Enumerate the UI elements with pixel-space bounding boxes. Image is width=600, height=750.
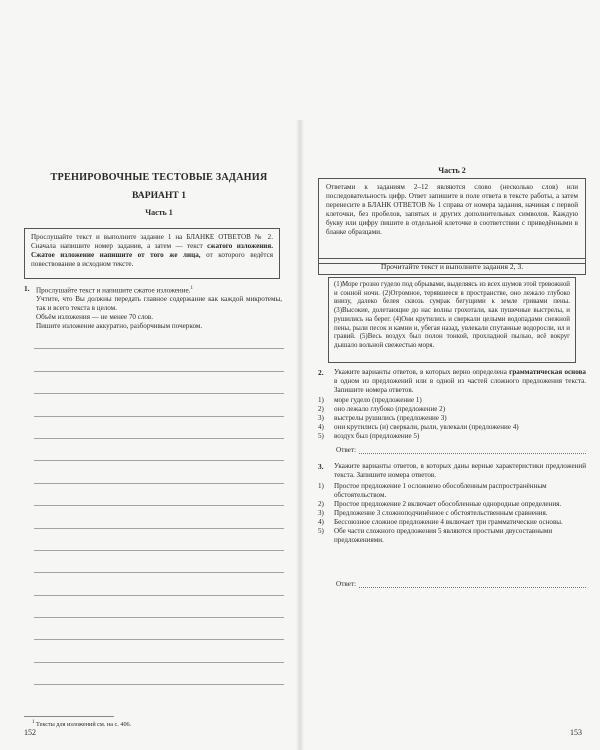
page-title: ТРЕНИРОВОЧНЫЕ ТЕСТОВЫЕ ЗАДАНИЯ: [50, 172, 268, 183]
task-3-options: [318, 482, 586, 545]
option-row: 5) Обе части сложного предложения 5 являются простыми двусоставными предложениями.: [318, 527, 553, 544]
source-text-box: (1)Море грозно гудело под обрывами, выделяясь из всех шумов этой тревожной и сонной ночи. (2)Огромное, терявшееся в пространстве, оно лежало глубоко внизу, далеко белея сквозь сумрак бегущими к земле гривами пены. (3)Высокие, долетающие до нас волны грохотали, как пушечные выстрелы, и рушились на берег. (4)Они крутились и сверкали целыми водопадами снежной пены, рыли песок и камни и, убегая назад, увлекали спутанные водоросли, ил и гравий. (5)Весь воздух был полон тонкой, прохладной пылью, всё вокруг дышало вольной свежестью моря.: [328, 277, 576, 363]
writing-line[interactable]: [34, 349, 284, 371]
writing-line[interactable]: [34, 573, 284, 595]
read-instruction-box: Прочитайте текст и выполните задания 2, 3.: [318, 258, 586, 275]
task-2-options: [318, 396, 586, 441]
task-3-text: Укажите варианты ответов, в которых даны верные характеристики предложений текста. Запишите номера ответов.: [334, 462, 586, 479]
instruction-bold: сжатого изложения. Сжатое изложение напишите от того же лица,: [31, 242, 273, 260]
writing-line[interactable]: [34, 640, 284, 662]
writing-line[interactable]: [34, 439, 284, 461]
footnote-number: 1: [32, 720, 35, 725]
writing-line[interactable]: [34, 529, 284, 551]
task-2-text-2: в одном из предложений или в одной из частей сложного предложения текста. Запишите номера ответов.: [334, 377, 586, 394]
option-row: 4) Бессоюзное сложное предложение 4 включает три грамматические основы.: [318, 518, 563, 526]
writing-line[interactable]: [34, 327, 284, 349]
writing-line[interactable]: [34, 461, 284, 483]
task-2-answer-field[interactable]: [336, 446, 586, 454]
task-2-text: [334, 368, 586, 395]
answer-line[interactable]: [359, 446, 586, 454]
writing-line[interactable]: [34, 506, 284, 528]
answer-label: Ответ:: [336, 580, 357, 588]
task-3-answer-field[interactable]: [336, 580, 586, 588]
task-2-text-1: Укажите варианты ответов, в которых верно определена: [334, 368, 510, 376]
footnote-text: Тексты для изложений см. на с. 406.: [36, 721, 132, 729]
instruction-box-part-1: [24, 228, 280, 279]
task-3-number: 3.: [318, 462, 324, 471]
option-row: 4) они крутились (и) сверкали, рыли, увлекали (предложение 4): [318, 423, 519, 431]
writing-line[interactable]: [34, 551, 284, 573]
option-row: 3) Предложение 3 сложноподчинённое с обстоятельственным сравнения.: [318, 509, 548, 517]
answer-line[interactable]: [359, 580, 586, 588]
task-1-line-1: Прослушайте текст и напишите сжатое изложение.: [36, 286, 191, 295]
writing-line[interactable]: [34, 394, 284, 416]
task-2-bold: грамматическая основа: [509, 368, 586, 376]
writing-line[interactable]: [34, 663, 284, 685]
answer-label: Ответ:: [336, 446, 357, 454]
page-number-left: 152: [24, 728, 36, 737]
task-1-number: 1.: [24, 284, 30, 293]
writing-line[interactable]: [34, 372, 284, 394]
page-number-right: 153: [570, 728, 582, 737]
writing-line[interactable]: [34, 618, 284, 640]
writing-line[interactable]: [34, 417, 284, 439]
footnote-mark: 1: [190, 286, 193, 291]
writing-line[interactable]: [34, 596, 284, 618]
writing-line[interactable]: [34, 484, 284, 506]
option-row: 2) оно лежало глубоко (предложение 2): [318, 405, 446, 413]
option-row: 1) море гудело (предложение 1): [318, 396, 422, 404]
instruction-box-part-2: Ответами к заданиям 2–12 являются слово (несколько слов) или последовательность цифр. Ответ запишите в поле ответа в тексте работы, а затем перенесите в БЛАНК ОТВЕТОВ № 1 справа от номера задания, начиная с первой клеточки, без пробелов, запятых и других дополнительных символов. Каждую букву или цифру пишите в отдельной клеточке в соответствии с приведёнными в бланке образцами.: [318, 178, 586, 264]
option-row: 1) Простое предложение 1 осложнено обособленным распространённым обстоятельством.: [318, 482, 547, 499]
option-row: 2) Простое предложение 2 включает обособленные однородные определения.: [318, 500, 562, 508]
task-1-line-2: Учтите, что Вы должны передать главное содержание как каждой микротемы, так и всего текста в целом.: [36, 295, 282, 313]
instruction-text-1: Прослушайте текст и выполните задание 1 на БЛАНКЕ ОТВЕТОВ № 2. Сначала напишите номер задания, а затем — текст: [31, 233, 273, 251]
task-1-line-3: Объём изложения — не менее 70 слов.: [36, 313, 154, 322]
footnote: [32, 720, 131, 728]
part-1-heading: Часть 1: [145, 208, 173, 217]
instruction-text-2: от которого ведётся повествование в исходном тексте.: [31, 251, 274, 269]
footnote-divider: [24, 716, 114, 717]
task-2-number: 2.: [318, 368, 324, 377]
variant-heading: ВАРИАНТ 1: [131, 190, 187, 201]
writing-lines[interactable]: [34, 327, 284, 685]
task-1-text: [36, 284, 282, 331]
task-1-line-4: Пишите изложение аккуратно, разборчивым почерком.: [36, 322, 203, 331]
option-row: 5) воздух был (предложение 5): [318, 432, 420, 440]
part-2-heading: Часть 2: [438, 166, 466, 175]
option-row: 3) выстрелы рушились (предложение 3): [318, 414, 447, 422]
